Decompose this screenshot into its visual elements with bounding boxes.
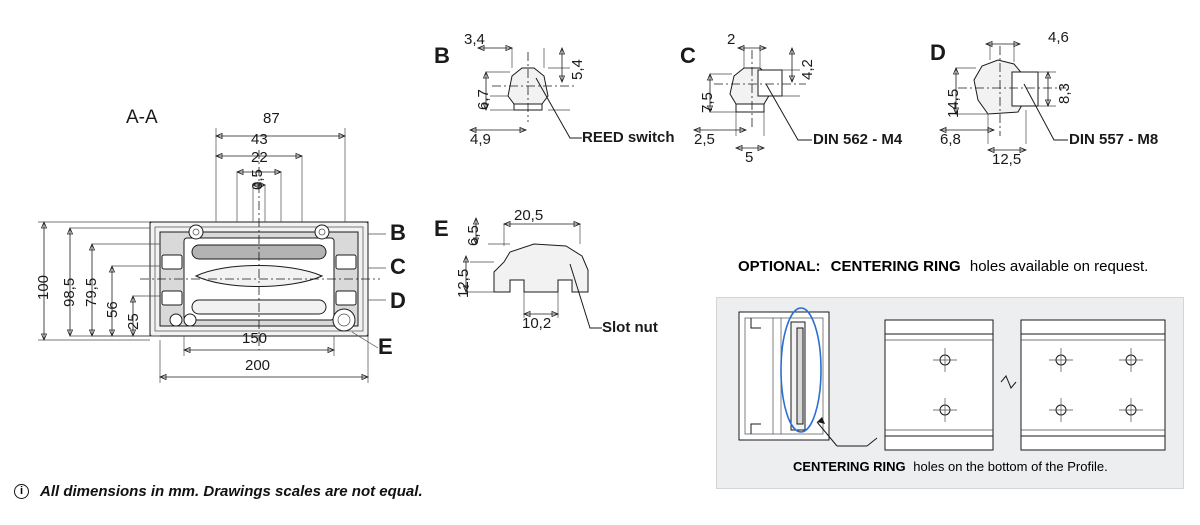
detail-d-dim-4-6: 4,6	[1048, 29, 1069, 46]
caption-rest: holes on the bottom of the Profile.	[913, 459, 1108, 474]
dim-150: 150	[242, 330, 268, 347]
detail-c-dim-2: 2	[727, 31, 736, 48]
detail-d-dim-8-3: 8,3	[1056, 83, 1073, 104]
detail-d-view	[930, 18, 1195, 178]
dim-22: 22	[251, 149, 268, 166]
detail-b-dim-6-7: 6,7	[475, 89, 492, 110]
detail-marker-c: C	[390, 254, 406, 279]
detail-d-label: D	[930, 40, 946, 65]
dim-200: 200	[245, 357, 271, 374]
detail-marker-e: E	[378, 334, 393, 359]
optional-title-rest: holes available on request.	[969, 258, 1149, 275]
detail-c-dim-5: 5	[745, 149, 754, 166]
info-icon: i	[14, 484, 29, 499]
detail-e-view	[430, 200, 700, 370]
detail-d-callout: DIN 557 - M8	[1069, 131, 1159, 148]
dim-43: 43	[251, 131, 268, 148]
detail-c-dim-4-2: 4,2	[799, 59, 816, 80]
optional-prefix: OPTIONAL:	[738, 258, 821, 275]
section-aa-view	[0, 0, 430, 420]
detail-e-dim-10-2: 10,2	[522, 315, 552, 332]
detail-c-dim-7-5: 7,5	[699, 92, 716, 113]
dim-0-5: 0,5	[249, 169, 266, 190]
dim-100: 100	[35, 274, 52, 300]
detail-e-callout: Slot nut	[602, 319, 658, 336]
detail-b-label: B	[434, 43, 450, 68]
dim-98-5: 98,5	[61, 277, 78, 307]
optional-keyword: CENTERING RING	[830, 258, 961, 275]
optional-title	[738, 258, 1148, 275]
detail-c-label: C	[680, 43, 696, 68]
detail-marker-d: D	[390, 288, 406, 313]
detail-c-drawing	[680, 18, 940, 178]
detail-e-dim-6-5: 6,5	[465, 225, 482, 246]
footnote-text: All dimensions in mm. Drawings scales are not equal.	[40, 483, 423, 500]
detail-e-label: E	[434, 216, 449, 241]
caption-keyword: CENTERING RING	[793, 459, 906, 474]
detail-c-dim-2-5: 2,5	[694, 131, 715, 148]
detail-b-dim-3-4: 3,4	[464, 31, 485, 48]
detail-b-view	[430, 18, 690, 168]
detail-d-dim-14-5: 14,5	[945, 88, 962, 118]
detail-b-dim-4-9: 4,9	[470, 131, 491, 148]
detail-marker-b: B	[390, 220, 406, 245]
detail-d-dim-12-5: 12,5	[992, 151, 1022, 168]
dim-25: 25	[125, 313, 142, 330]
detail-e-dim-20-5: 20,5	[514, 207, 544, 224]
section-aa-drawing	[0, 0, 430, 420]
detail-b-dim-5-4: 5,4	[569, 59, 586, 80]
section-aa-label: A-A	[126, 107, 158, 128]
detail-c-view	[680, 18, 940, 178]
centering-ring-caption	[793, 459, 1108, 474]
dim-56: 56	[104, 301, 121, 318]
detail-d-dim-6-8: 6,8	[940, 131, 961, 148]
detail-c-callout: DIN 562 - M4	[813, 131, 903, 148]
detail-e-dim-12-5: 12,5	[455, 268, 472, 298]
detail-b-callout: REED switch	[582, 129, 675, 146]
dim-79-5: 79,5	[83, 277, 100, 307]
dim-87: 87	[263, 110, 280, 127]
